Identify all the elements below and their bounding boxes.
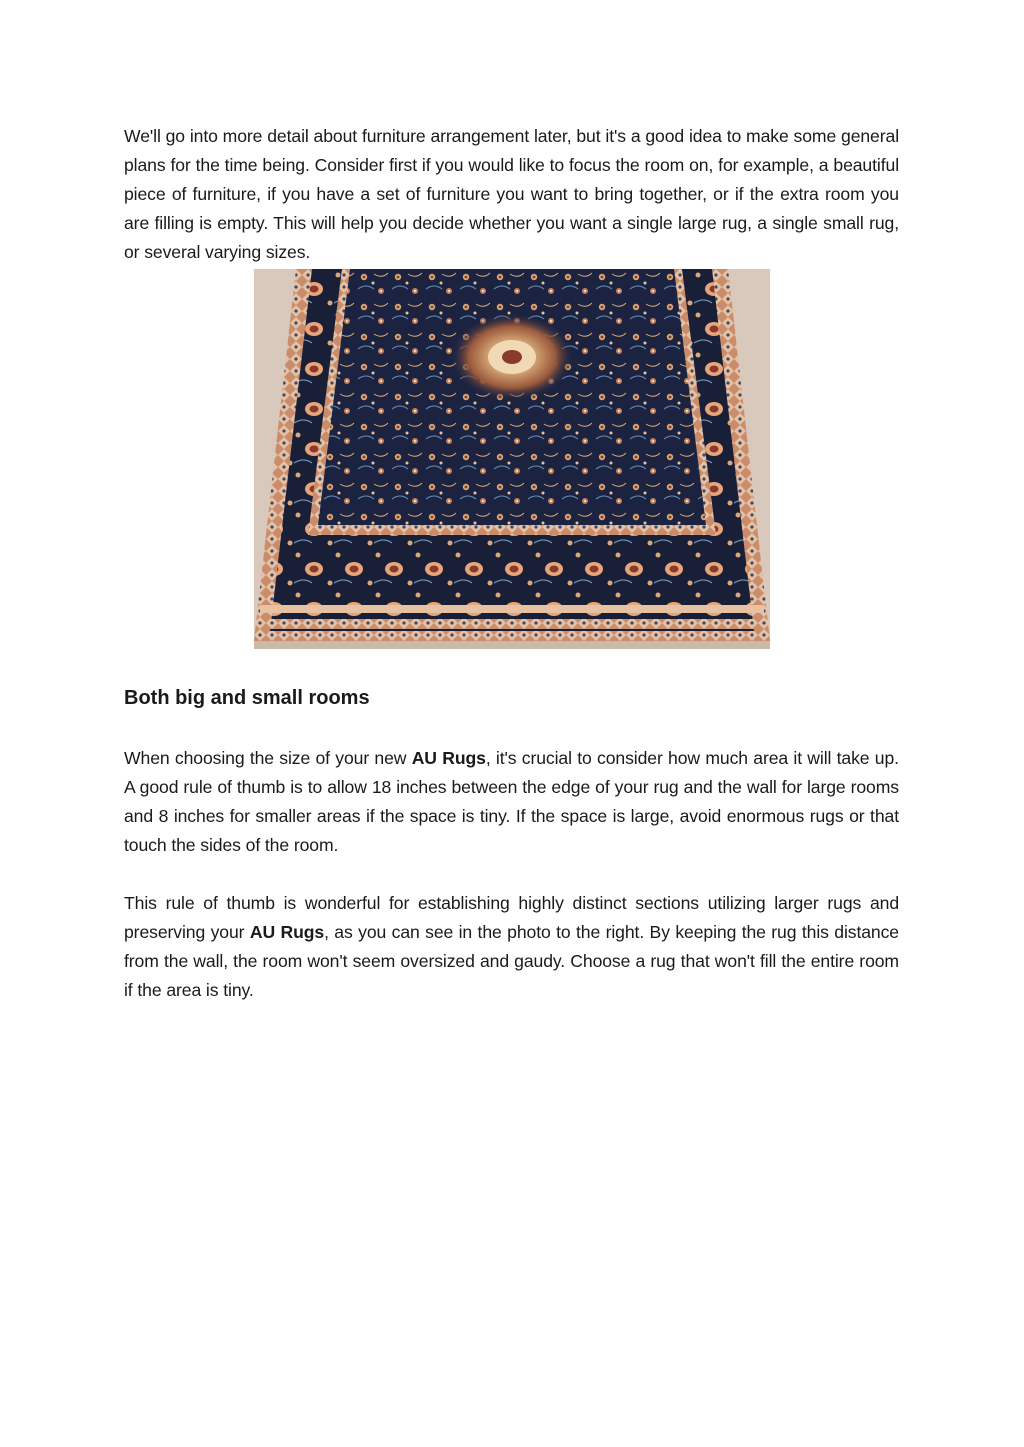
section-heading: Both big and small rooms — [124, 687, 370, 709]
paragraph-text-start: This rule of thumb is wonderful for establishing highly distinct sections utilizing larger rugs and preserving your — [124, 893, 899, 942]
size-guidance-paragraph — [124, 744, 899, 860]
persian-rug-illustration — [254, 269, 770, 649]
paragraph-text-end: , it's crucial to consider how much area it will take up. A good rule of thumb is to allow 18 inches between the edge of your rug and the wall for large rooms and 8 inches for smaller areas if the space is tiny. If the space is large, avoid enormous rugs or that touch the sides of the room. — [124, 748, 899, 855]
intro-paragraph: We'll go into more detail about furniture arrangement later, but it's a good idea to make some general plans for the time being. Consider first if you would like to focus the room on, for example, a beautiful piece of furniture, if you have a set of furniture you want to bring together, or if the extra room you are filling is empty. This will help you decide whether you want a single large rug, a single small rug, or several varying sizes. — [124, 126, 899, 262]
brand-name-bold: AU Rugs — [249, 922, 325, 942]
paragraph-text-end: , as you can see in the photo to the right. By keeping the rug this distance from the wall, the room won't seem oversized and gaudy. Choose a rug that won't fill the entire room if the area is tiny. — [124, 922, 899, 1000]
brand-name-bold: AU Rugs — [411, 748, 486, 768]
rule-of-thumb-paragraph — [124, 889, 899, 1005]
rug-photo — [254, 269, 770, 649]
paragraph-text-start: When choosing the size of your new — [124, 748, 412, 768]
